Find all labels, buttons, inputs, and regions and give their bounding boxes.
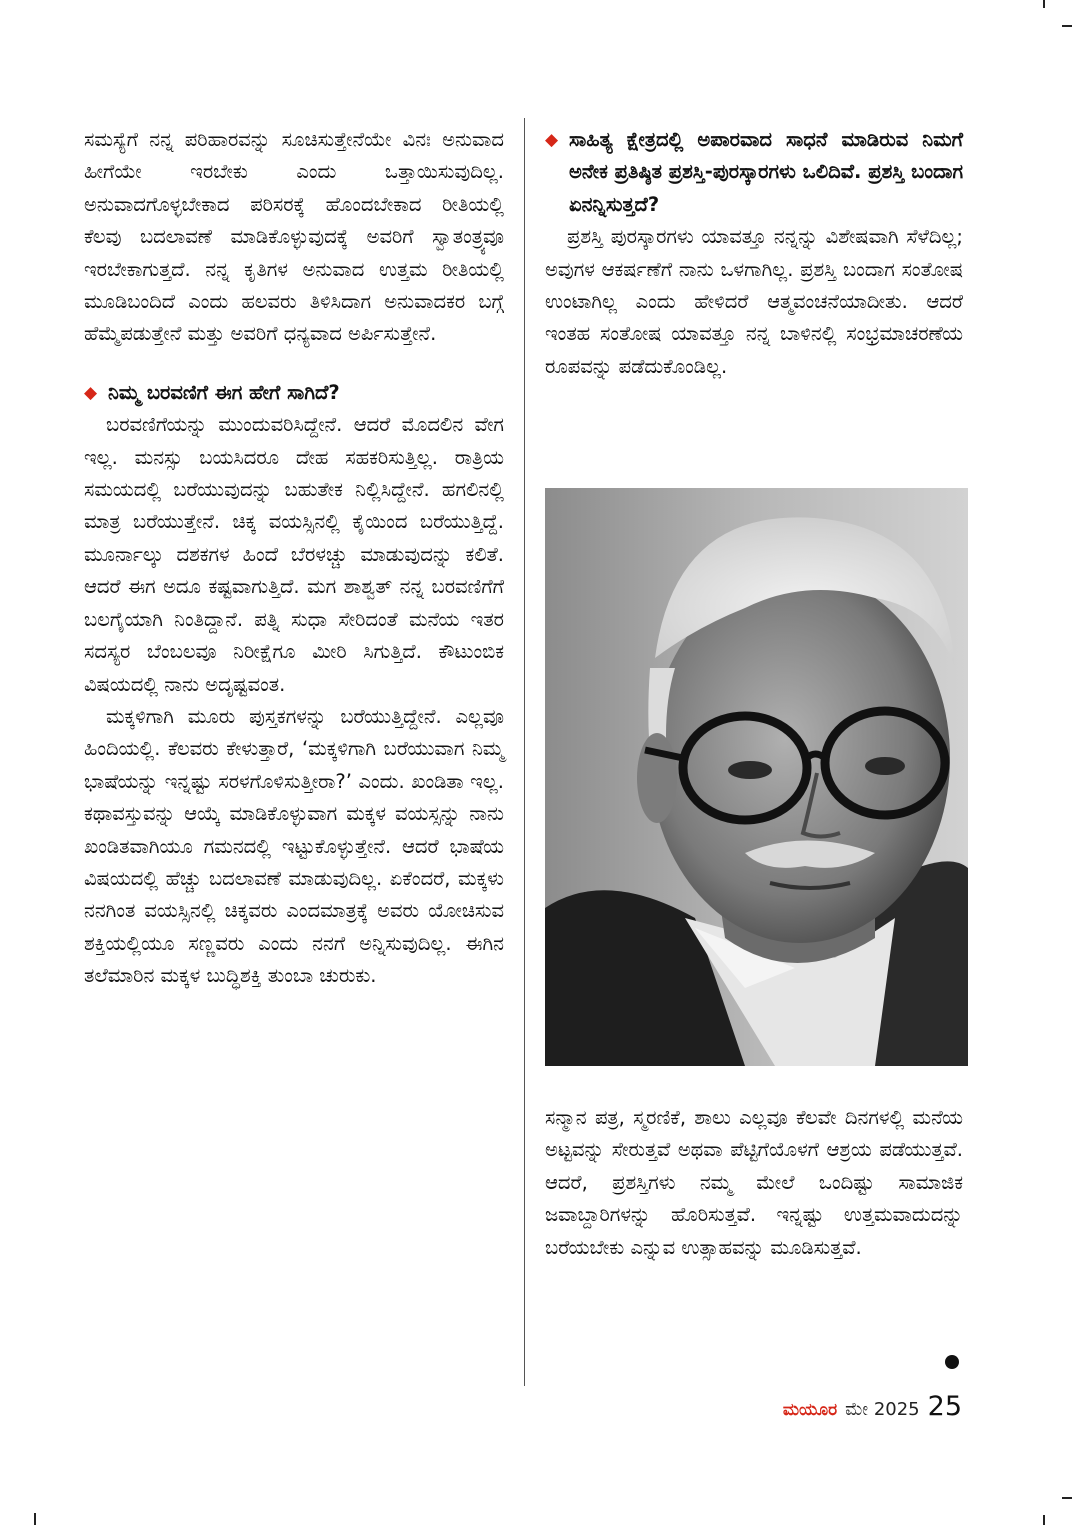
- issue-date: ಮೇ 2025: [845, 1399, 920, 1420]
- end-of-article-dot-icon: [945, 1355, 959, 1369]
- red-diamond-icon: ◆: [545, 130, 559, 150]
- crop-mark-right-upper: [1062, 25, 1072, 27]
- author-portrait-photo: [545, 488, 968, 1066]
- left-paragraph-1: ಸಮಸ್ಯೆಗೆ ನನ್ನ ಪರಿಹಾರವನ್ನು ಸೂಚಿಸುತ್ತೇನೆಯೇ ವಿನಃ ಅನುವಾದ ಹೀಗೆಯೇ ಇರಬೇಕು ಎಂದು ಒತ್ತಾಯಿಸುವುದಿಲ್ಲ. ಅನುವಾದಗೊಳ್ಳಬೇಕಾದ ಪರಿಸರಕ್ಕೆ ಹೊಂದಬೇಕಾದ ರೀತಿಯಲ್ಲಿ ಕೆಲವು ಬದಲಾವಣೆ ಮಾಡಿಕೊಳ್ಳುವುದಕ್ಕೆ ಅವರಿಗೆ ಸ್ವಾತಂತ್ರ್ಯವೂ ಇರಬೇಕಾಗುತ್ತದೆ. ನನ್ನ ಕೃತಿಗಳ ಅನುವಾದ ಉತ್ತಮ ರೀತಿಯಲ್ಲಿ ಮೂಡಿಬಂದಿದೆ ಎಂದು ಹಲವರು ತಿಳಿಸಿದಾಗ ಅನುವಾದಕರ ಬಗ್ಗೆ ಹೆಮ್ಮೆಪಡುತ್ತೇನೆ ಮತ್ತು ಅವರಿಗೆ ಧನ್ಯವಾದ ಅರ್ಪಿಸುತ್ತೇನೆ.: [84, 128, 504, 346]
- crop-mark-right-lower: [1062, 1497, 1072, 1499]
- right-column-bottom: [545, 1102, 963, 1264]
- right-column-top: [545, 124, 963, 383]
- portrait-illustration: [545, 488, 968, 1066]
- left-paragraph-3: ಮಕ್ಕಳಿಗಾಗಿ ಮೂರು ಪುಸ್ತಕಗಳನ್ನು ಬರೆಯುತ್ತಿದ್ದೇನೆ. ಎಲ್ಲವೂ ಹಿಂದಿಯಲ್ಲಿ. ಕೆಲವರು ಕೇಳುತ್ತಾರೆ, ‘ಮಕ್ಕಳಿಗಾಗಿ ಬರೆಯುವಾಗ ನಿಮ್ಮ ಭಾಷೆಯನ್ನು ಇನ್ನಷ್ಟು ಸರಳಗೊಳಿಸುತ್ತೀರಾ?’ ಎಂದು. ಖಂಡಿತಾ ಇಲ್ಲ. ಕಥಾವಸ್ತುವನ್ನು ಆಯ್ಕೆ ಮಾಡಿಕೊಳ್ಳುವಾಗ ಮಕ್ಕಳ ವಯಸ್ಸನ್ನು ನಾನು ಖಂಡಿತವಾಗಿಯೂ ಗಮನದಲ್ಲಿ ಇಟ್ಟುಕೊಳ್ಳುತ್ತೇನೆ. ಆದರೆ ಭಾಷೆಯ ವಿಷಯದಲ್ಲಿ ಹೆಚ್ಚು ಬದಲಾವಣೆ ಮಾಡುವುದಿಲ್ಲ. ಏಕೆಂದರೆ, ಮಕ್ಕಳು ನನಗಿಂತ ವಯಸ್ಸಿನಲ್ಲಿ ಚಿಕ್ಕವರು ಎಂದಮಾತ್ರಕ್ಕೆ ಅವರು ಯೋಚಿಸುವ ಶಕ್ತಿಯಲ್ಲಿಯೂ ಸಣ್ಣವರು ಎಂದು ನನಗೆ ಅನ್ನಿಸುವುದಿಲ್ಲ. ಈಗಿನ ತಲೆಮಾರಿನ ಮಕ್ಕಳ ಬುದ್ಧಿಶಕ್ತಿ ತುಂಬಾ ಚುರುಕು.: [84, 704, 504, 988]
- crop-mark-bottom-left: [34, 1513, 36, 1525]
- page-number: 25: [927, 1391, 962, 1422]
- crop-mark-top-right: [1043, 0, 1045, 8]
- left-column: [84, 124, 504, 993]
- crop-mark-bottom-right: [1043, 1515, 1045, 1525]
- page-footer: [783, 1391, 962, 1422]
- question-text: ನಿಮ್ಮ ಬರವಣಿಗೆ ಈಗ ಹೇಗೆ ಸಾಗಿದೆ?: [108, 380, 340, 404]
- right-paragraph-1: ಪ್ರಶಸ್ತಿ ಪುರಸ್ಕಾರಗಳು ಯಾವತ್ತೂ ನನ್ನನ್ನು ವಿಶೇಷವಾಗಿ ಸೆಳೆದಿಲ್ಲ; ಅವುಗಳ ಆಕರ್ಷಣೆಗೆ ನಾನು ಒಳಗಾಗಿಲ್ಲ. ಪ್ರಶಸ್ತಿ ಬಂದಾಗ ಸಂತೋಷ ಉಂಟಾಗಿಲ್ಲ ಎಂದು ಹೇಳಿದರೆ ಆತ್ಮವಂಚನೆಯಾದೀತು. ಆದರೆ ಇಂತಹ ಸಂತೋಷ ಯಾವತ್ತೂ ನನ್ನ ಬಾಳಿನಲ್ಲಿ ಸಂಭ್ರಮಾಚರಣೆಯ ರೂಪವನ್ನು ಪಡೆದುಕೊಂಡಿಲ್ಲ.: [545, 225, 963, 378]
- left-paragraph-2: ಬರವಣಿಗೆಯನ್ನು ಮುಂದುವರಿಸಿದ್ದೇನೆ. ಆದರೆ ಮೊದಲಿನ ವೇಗ ಇಲ್ಲ. ಮನಸ್ಸು ಬಯಸಿದರೂ ದೇಹ ಸಹಕರಿಸುತ್ತಿಲ್ಲ. ರಾತ್ರಿಯ ಸಮಯದಲ್ಲಿ ಬರೆಯುವುದನ್ನು ಬಹುತೇಕ ನಿಲ್ಲಿಸಿದ್ದೇನೆ. ಹಗಲಿನಲ್ಲಿ ಮಾತ್ರ ಬರೆಯುತ್ತೇನೆ. ಚಿಕ್ಕ ವಯಸ್ಸಿನಲ್ಲಿ ಕೈಯಿಂದ ಬರೆಯುತ್ತಿದ್ದೆ. ಮೂರ್ನಾಲ್ಕು ದಶಕಗಳ ಹಿಂದೆ ಬೆರಳಚ್ಚು ಮಾಡುವುದನ್ನು ಕಲಿತೆ. ಆದರೆ ಈಗ ಅದೂ ಕಷ್ಟವಾಗುತ್ತಿದೆ. ಮಗ ಶಾಶ್ವತ್ ನನ್ನ ಬರವಣಿಗೆಗೆ ಬಲಗೈಯಾಗಿ ನಿಂತಿದ್ದಾನೆ. ಪತ್ನಿ ಸುಧಾ ಸೇರಿದಂತೆ ಮನೆಯ ಇತರ ಸದಸ್ಯರ ಬೆಂಬಲವೂ ನಿರೀಕ್ಷೆಗೂ ಮೀರಿ ಸಿಗುತ್ತಿದೆ. ಕೌಟುಂಬಿಕ ವಿಷಯದಲ್ಲಿ ನಾನು ಅದೃಷ್ಟವಂತ.: [84, 413, 504, 696]
- column-divider: [524, 118, 525, 1386]
- right-paragraph-2: ಸನ್ಮಾನ ಪತ್ರ, ಸ್ಮರಣಿಕೆ, ಶಾಲು ಎಲ್ಲವೂ ಕೆಲವೇ ದಿನಗಳಲ್ಲಿ ಮನೆಯ ಅಟ್ಟವನ್ನು ಸೇರುತ್ತವೆ ಅಥವಾ ಪೆಟ್ಟಿಗೆಯೊಳಗೆ ಆಶ್ರಯ ಪಡೆಯುತ್ತವೆ. ಆದರೆ, ಪ್ರಶಸ್ತಿಗಳು ನಮ್ಮ ಮೇಲೆ ಒಂದಿಷ್ಟು ಸಾಮಾಜಿಕ ಜವಾಬ್ದಾರಿಗಳನ್ನು ಹೊರಿಸುತ್ತವೆ. ಇನ್ನಷ್ಟು ಉತ್ತಮವಾದುದನ್ನು ಬರೆಯಬೇಕು ಎನ್ನುವ ಉತ್ಸಾಹವನ್ನು ಮೂಡಿಸುತ್ತವೆ.: [545, 1106, 963, 1259]
- question-heading-awards: [545, 124, 963, 221]
- red-diamond-icon: ◆: [84, 382, 98, 403]
- magazine-logo: ಮಯೂರ: [782, 1400, 838, 1420]
- question-text: ಸಾಹಿತ್ಯ ಕ್ಷೇತ್ರದಲ್ಲಿ ಅಪಾರವಾದ ಸಾಧನೆ ಮಾಡಿರುವ ನಿಮಗೆ ಅನೇಕ ಪ್ರತಿಷ್ಠಿತ ಪ್ರಶಸ್ತಿ-ಪುರಸ್ಕಾರಗಳು ಒಲಿದಿವೆ. ಪ್ರಶಸ್ತಿ ಬಂದಾಗ ಏನನ್ನಿಸುತ್ತದೆ?: [569, 128, 963, 216]
- question-heading-writing: [84, 377, 504, 409]
